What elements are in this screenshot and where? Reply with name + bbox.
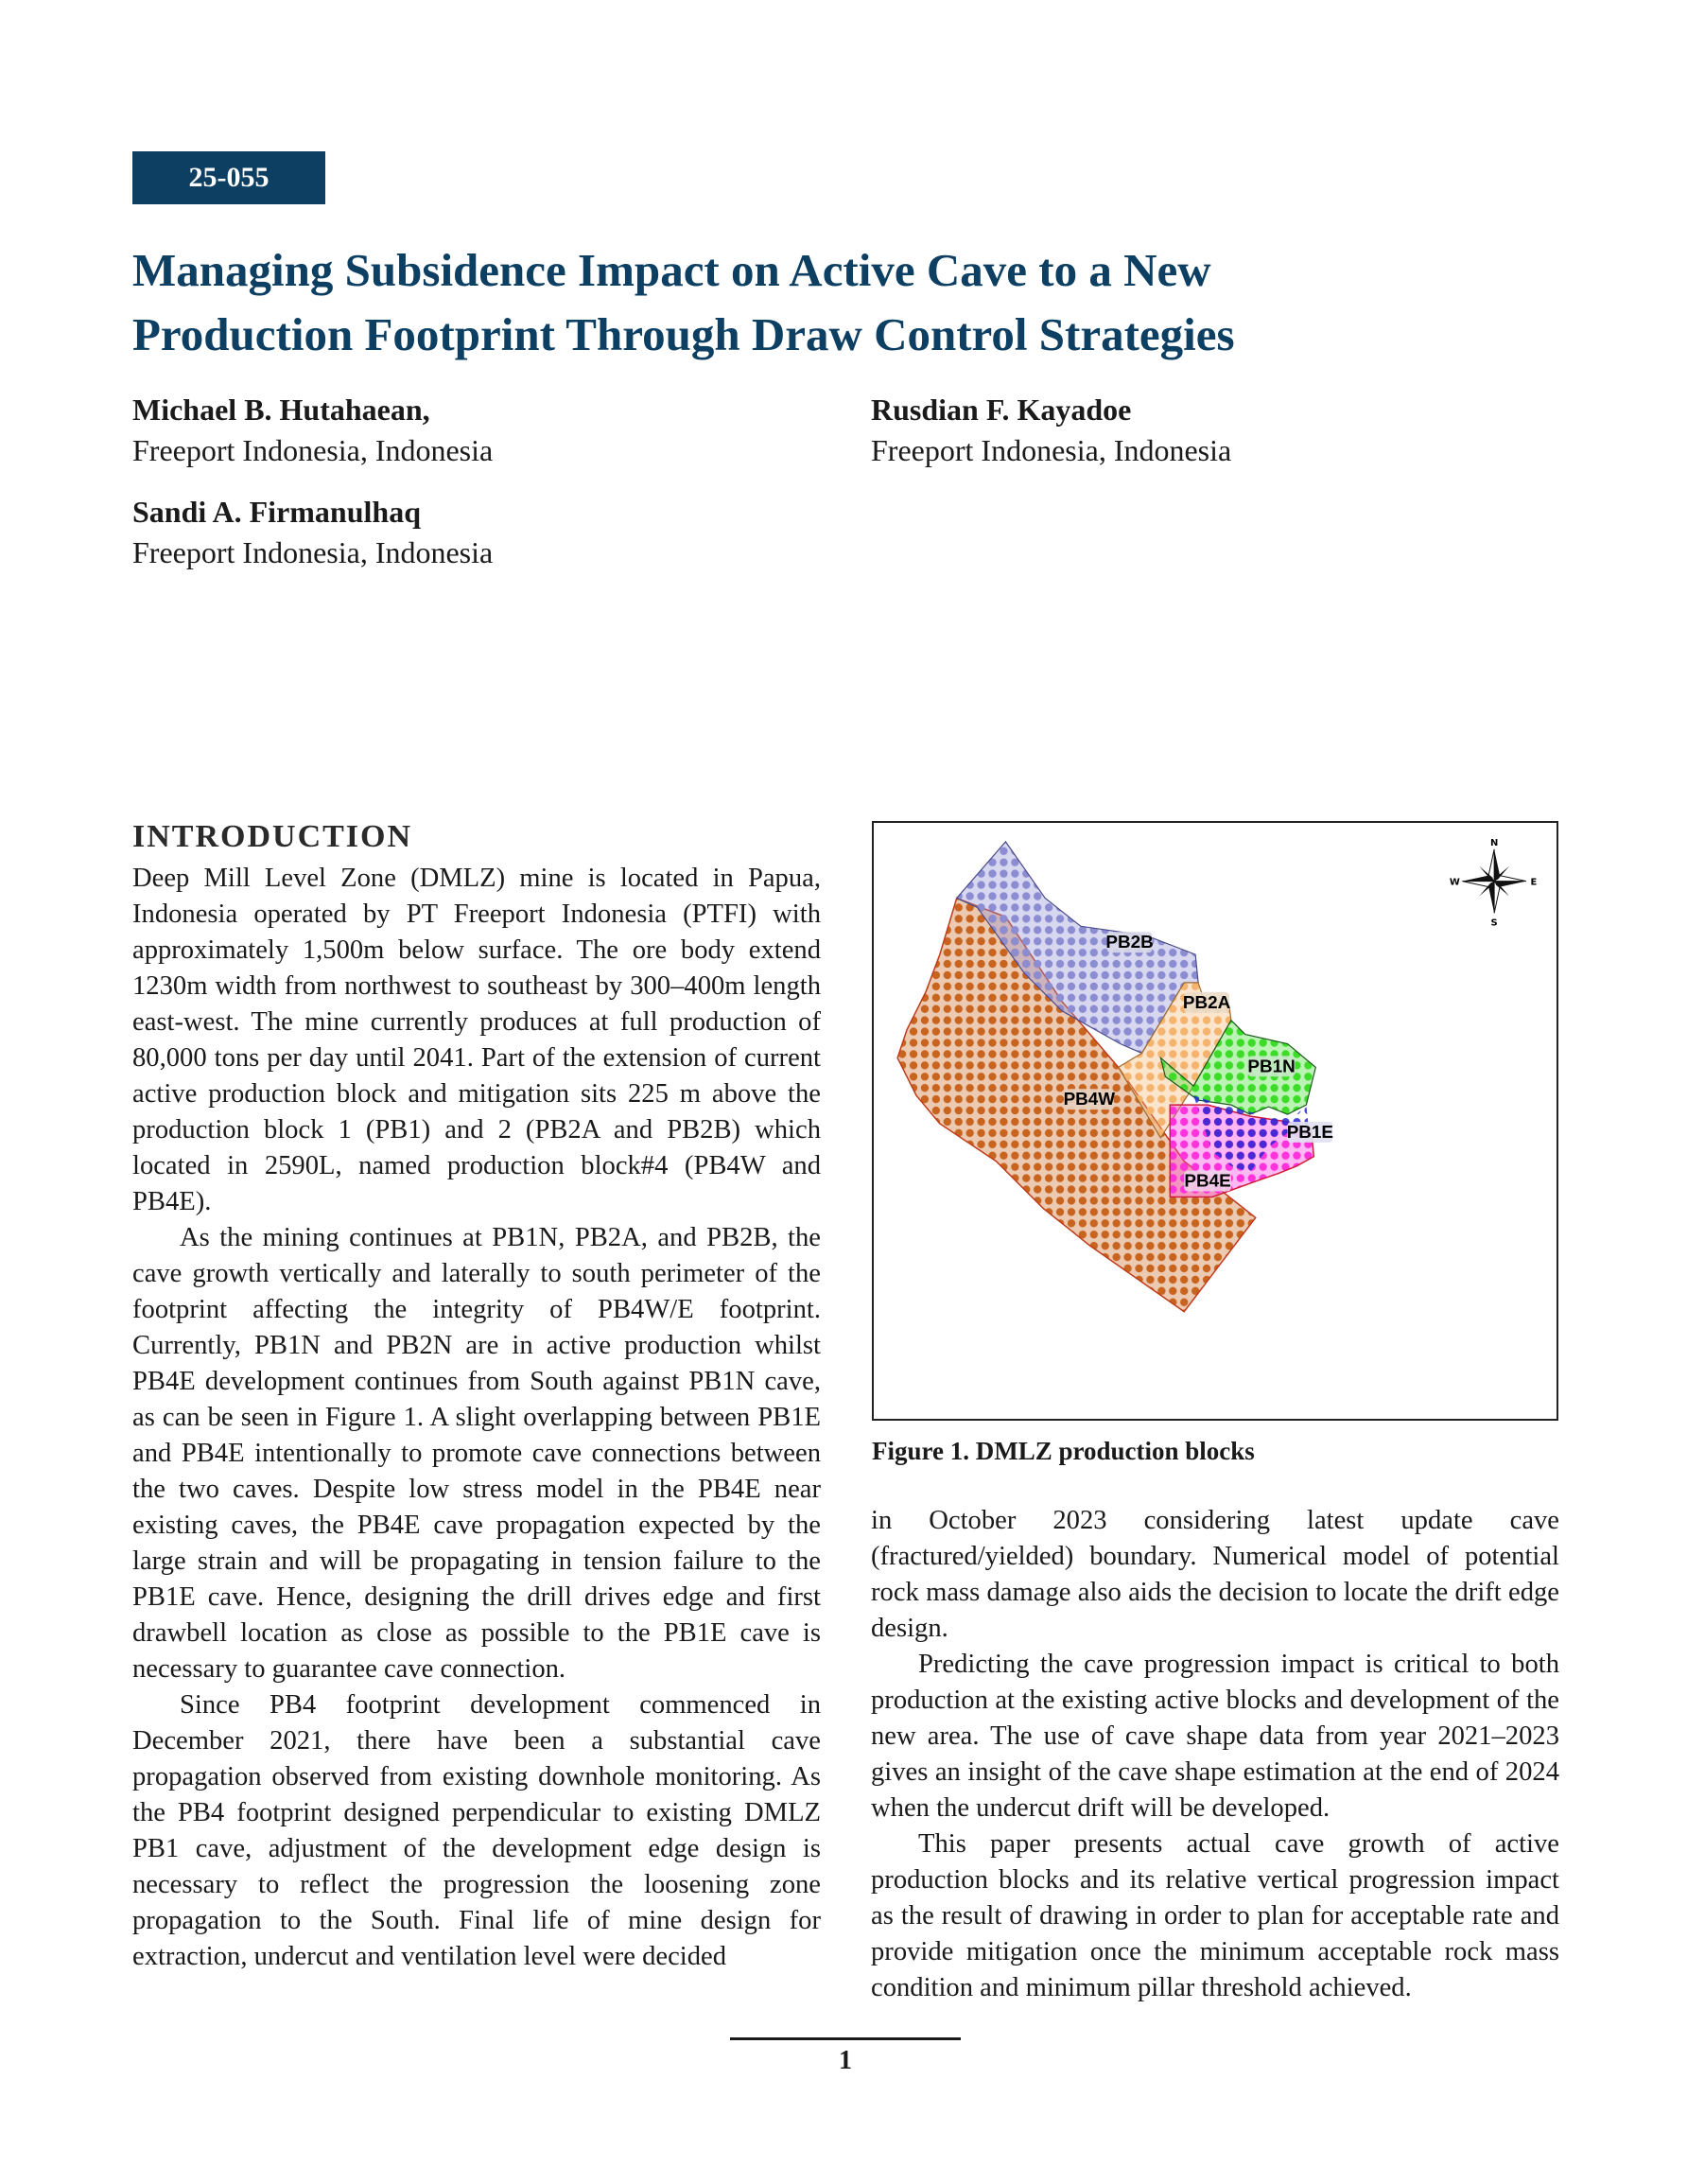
paper-title [132, 238, 1551, 367]
svg-text:PB4E: PB4E [1184, 1171, 1231, 1192]
left-column [132, 817, 821, 1975]
svg-text:PB1N: PB1N [1247, 1057, 1296, 1077]
footer-rule [730, 2037, 961, 2040]
compass-e: E [1530, 877, 1538, 888]
label-pb2a [1183, 992, 1231, 1013]
label-pb1n [1247, 1056, 1295, 1076]
author-affiliation: Freeport Indonesia, Indonesia [132, 535, 494, 569]
production-blocks-map [874, 823, 1557, 1419]
body-paragraph: Since PB4 footprint development commenced in December 2021, there have been a substantial cave propagation observed from existing downhole monitoring. As the PB4 footprint designed perpendicular to existing DMLZ PB1 cave, adjustment of the development edge design is necessary to reflect the progression the loosening zone propagation to the South. Final life of mine design for extraction, undercut and ventilation level were decided [132, 1690, 821, 1971]
author-name: Rusdian F. Kayadoe [871, 393, 1132, 427]
compass-n: N [1489, 837, 1499, 848]
author-block-1 [132, 390, 493, 471]
author-block-3 [132, 492, 493, 573]
body-paragraph: in October 2023 considering latest update cave (fractured/yielded) boundary. Numerical model of potential rock mass damage also aids the decision to locate the drift edge design. [871, 1506, 1559, 1643]
author-name: Sandi A. Firmanulhaq [132, 495, 421, 529]
paper-title-line-1: Managing Subsidence Impact on Active Cave to a New [132, 244, 1211, 296]
label-pb4w [1064, 1089, 1116, 1109]
section-heading-introduction: INTRODUCTION [132, 819, 413, 854]
figure-caption: Figure 1. DMLZ production blocks [872, 1437, 1255, 1465]
compass-w: W [1449, 877, 1460, 888]
body-paragraph: As the mining continues at PB1N, PB2A, and PB2B, the cave growth vertically and laterally to south perimeter of the footprint affecting the integrity of PB4W/E footprint. Currently, PB1N and PB2N are in active production whilst PB4E development continues from South against PB1N cave, as can be seen in Figure 1. A slight overlapping between PB1E and PB4E intentionally to promote cave connections between the two caves. Despite low stress model in the PB4E near existing caves, the PB4E cave propagation expected by the large strain and will be propagating in tension failure to the PB1E cave. Hence, designing the drill drives edge and first drawbell location as close as possible to the PB1E cave is necessary to guarantee cave connection. [132, 1223, 821, 1684]
paper-title-line-2: Production Footprint Through Draw Control Strategies [132, 308, 1235, 360]
svg-text:PB4W: PB4W [1063, 1090, 1116, 1110]
label-pb1e [1287, 1122, 1333, 1143]
page-number: 1 [839, 2046, 852, 2075]
author-name: Michael B. Hutahaean, [132, 393, 430, 427]
svg-text:PB1E: PB1E [1286, 1122, 1334, 1143]
body-paragraph: Deep Mill Level Zone (DMLZ) mine is located in Papua, Indonesia operated by PT Freeport Indonesia (PTFI) with approximately 1,500m below surface. The ore body extend 1230m width from northwest to southeast by 300–400m length east-west. The mine currently produces at full production of 80,000 tons per day until 2041. Part of the extension of current active production block and mitigation sits 225 m above the production block 1 (PB1) and 2 (PB2A and PB2B) which located in 2590L, named production block#4 (PB4W and PB4E). [132, 864, 821, 1216]
compass-rose-icon [1450, 838, 1538, 928]
svg-text:PB2B: PB2B [1105, 933, 1154, 953]
author-affiliation: Freeport Indonesia, Indonesia [132, 433, 494, 467]
svg-text:PB2A: PB2A [1182, 992, 1231, 1013]
body-paragraph: Predicting the cave progression impact is critical to both production at the existing active blocks and development of the new area. The use of cave shape data from year 2021–2023 gives an insight of the cave shape estimation at the end of 2024 when the undercut drift will be developed. [871, 1650, 1559, 1823]
author-block-2 [871, 390, 1231, 471]
right-column [871, 1503, 1559, 2006]
label-pb4e [1184, 1171, 1231, 1192]
paper-id-badge: 25-055 [132, 151, 325, 204]
author-affiliation: Freeport Indonesia, Indonesia [871, 433, 1232, 467]
compass-s: S [1490, 917, 1498, 929]
label-pb2b [1105, 932, 1153, 952]
body-paragraph: This paper presents actual cave growth of active production blocks and its relative vertical progression impact as the result of drawing in order to plan for acceptable rate and provide mitigation once the minimum acceptable rock mass condition and minimum pillar threshold achieved. [871, 1829, 1559, 2002]
figure-dmlz-blocks [872, 821, 1558, 1421]
